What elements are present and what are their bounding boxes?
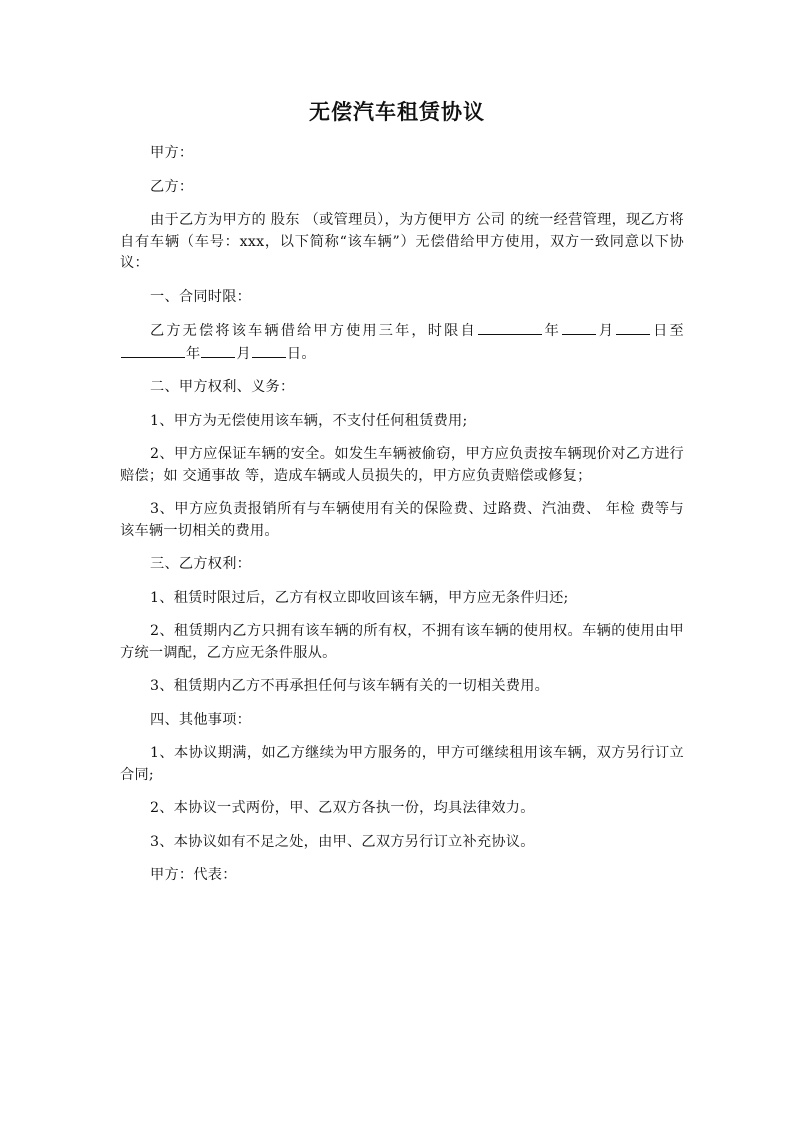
section-3-item-1: 1、租赁时限过后，乙方有权立即收回该车辆，甲方应无条件归还; — [150, 589, 569, 606]
start-day-label: 日至 — [651, 323, 684, 339]
section-1-heading: 一、合同时限： — [150, 288, 252, 305]
section-4-item-3: 3、本协议如有不足之处，由甲、乙双方另行订立补充协议。 — [150, 833, 535, 850]
section-4-heading: 四、其他事项： — [150, 711, 252, 728]
start-year-blank — [478, 320, 542, 335]
end-year-label: 年 — [186, 345, 201, 362]
signature-line: 甲方：代表： — [150, 867, 237, 883]
end-month-label: 月 — [236, 345, 251, 362]
intro-paragraph: 由于乙方为甲方的 股东 （或管理员），为方便甲方 公司 的统一经营管理，现乙方将自有车辆（车号：xxx，以下简称“该车辆”）无偿借给甲方使用，双方一致同意以下协议： — [120, 212, 684, 271]
section-3-heading: 三、乙方权利： — [150, 556, 252, 572]
party-a-line: 甲方： — [150, 145, 194, 161]
start-day-blank — [616, 320, 650, 335]
section-2-item-3: 3、甲方应负责报销所有与车辆使用有关的保险费、过路费、汽油费、 年检 费等与该车辆一切相关的费用。 — [120, 501, 684, 539]
section-3-item-2: 2、租赁期内乙方只拥有该车辆的所有权，不拥有该车辆的使用权。车辆的使用由甲方统一调配，乙方应无条件服从。 — [120, 623, 684, 661]
document-title: 无偿汽车租赁协议 — [309, 99, 485, 124]
start-month-label: 月 — [597, 323, 616, 339]
start-month-blank — [562, 320, 596, 335]
end-month-blank — [201, 343, 235, 358]
end-year-blank — [121, 343, 185, 358]
end-day-blank — [252, 343, 286, 358]
section-4-item-1: 1、本协议期满，如乙方继续为甲方服务的，甲方可继续租用该车辆，双方另行订立合同; — [120, 745, 684, 783]
section-2-item-2: 2、甲方应保证车辆的安全。如发生车辆被偷窃，甲方应负责按车辆现价对乙方进行赔偿；如 交通事故 等，造成车辆或人员损失的，甲方应负责赔偿或修复； — [120, 446, 684, 484]
section-2-item-1: 1、甲方为无偿使用该车辆，不支付任何租赁费用; — [150, 412, 468, 429]
end-day-label: 日。 — [286, 345, 316, 362]
start-year-label: 年 — [542, 323, 562, 339]
section-3-item-3: 3、租赁期内乙方不再承担任何与该车辆有关的一切相关费用。 — [150, 678, 550, 694]
term-text-start: 乙方无偿将该车辆借给甲方使用三年，时限自 — [150, 323, 477, 339]
party-b-line: 乙方： — [150, 178, 194, 195]
section-2-heading: 二、甲方权利、义务： — [150, 379, 295, 395]
section-1-term-paragraph — [120, 320, 684, 365]
document-body — [120, 143, 684, 899]
section-4-item-2: 2、本协议一式两份，甲、乙双方各执一份，均具法律效力。 — [150, 800, 535, 816]
